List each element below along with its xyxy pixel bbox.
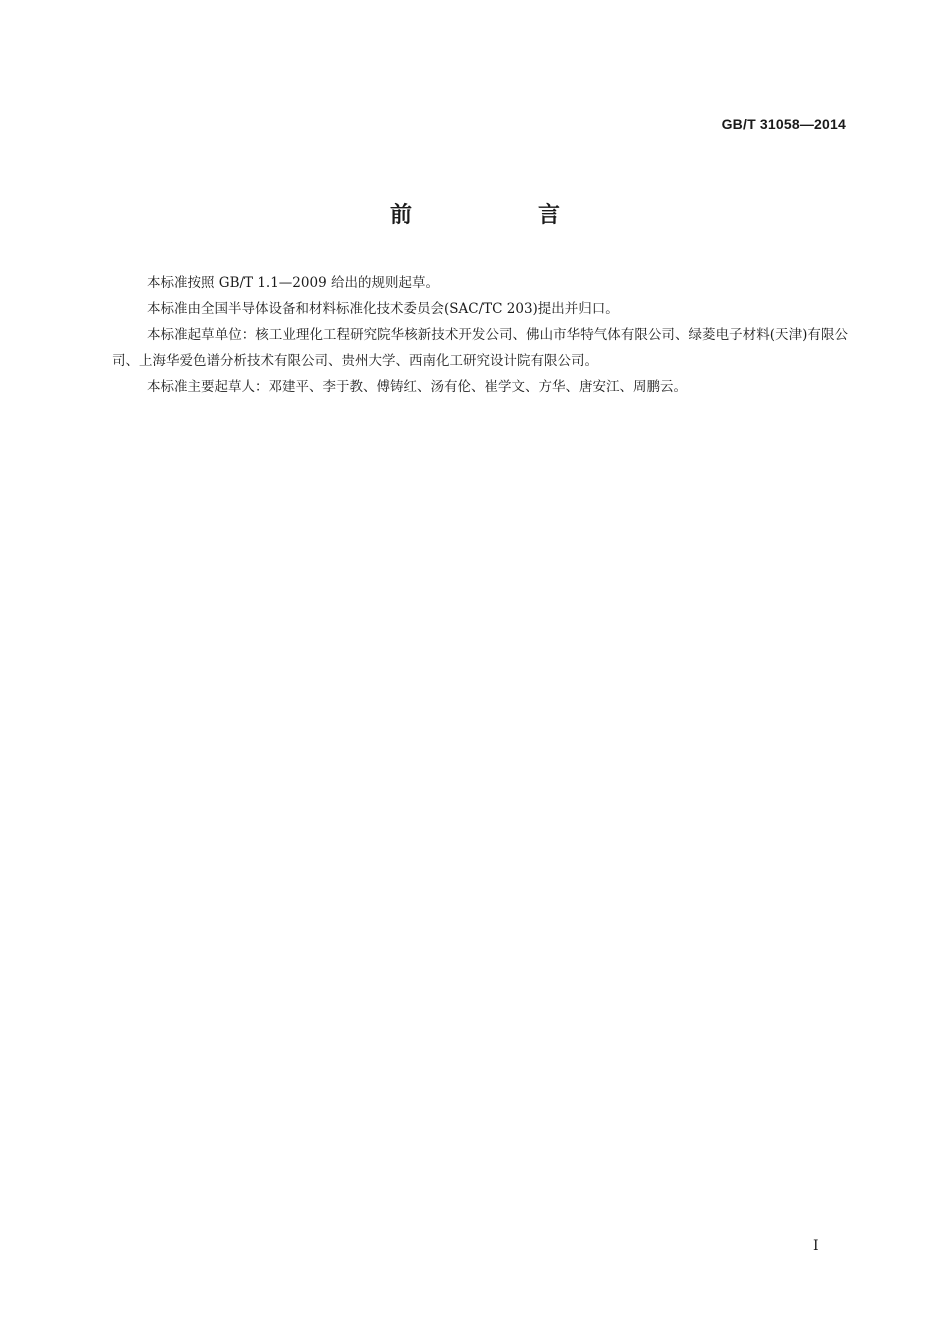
paragraph-drafters: 本标准主要起草人：邓建平、李于教、傅铸红、汤有伦、崔学文、方华、唐安江、周鹏云。 — [147, 379, 687, 395]
paragraph-drafting-rules: 本标准按照 GB/T 1.1—2009 给出的规则起草。 — [147, 275, 439, 291]
page-number: I — [813, 1238, 819, 1254]
page-title: 前 言 — [389, 203, 612, 228]
foreword-body — [112, 270, 848, 400]
paragraph-drafting-units: 本标准起草单位：核工业理化工程研究院华核新技术开发公司、佛山市华特气体有限公司、绿菱电子材料(天津)有限公司、上海华爱色谱分析技术有限公司、贵州大学、西南化工研究设计院有限公司。 — [112, 327, 848, 369]
paragraph-proposer: 本标准由全国半导体设备和材料标准化技术委员会(SAC/TC 203)提出并归口。 — [147, 301, 619, 317]
standard-number: GB/T 31058—2014 — [721, 116, 846, 132]
